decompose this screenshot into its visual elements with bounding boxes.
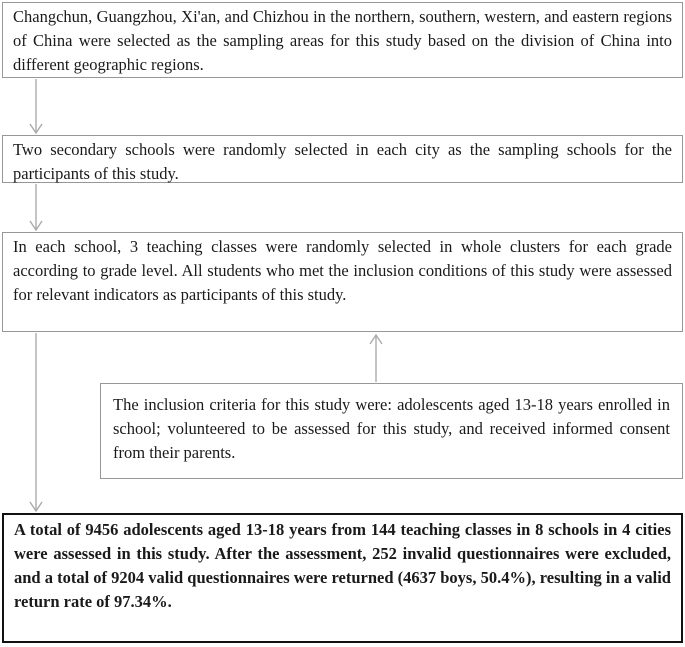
inclusion-criteria-box: The inclusion criteria for this study were: adolescents aged 13-18 years enrolled in school; volunteered to be assessed for this study, and received informed consent from their parents.	[100, 383, 683, 479]
class-selection-box: In each school, 3 teaching classes were randomly selected in whole clusters for each grade according to grade level. All students who met the inclusion conditions of this study were assessed for relevant indicators as participants of this study.	[2, 232, 683, 332]
arrow-areas-to-schools-icon	[30, 79, 42, 133]
sampling-areas-box: Changchun, Guangzhou, Xi'an, and Chizhou in the northern, southern, western, and eastern regions of China were selected as the sampling areas for this study based on the division of China into different geographic regions.	[2, 2, 683, 78]
arrow-inclusion-to-classes-icon	[370, 335, 382, 382]
results-summary-box: A total of 9456 adolescents aged 13-18 years from 144 teaching classes in 8 schools in 4 cities were assessed in this study. After the assessment, 252 invalid questionnaires were excluded, and a total of 9204 valid questionnaires were returned (4637 boys, 50.4%), resulting in a valid return rate of 97.34%.	[2, 513, 683, 643]
sampling-schools-box: Two secondary schools were randomly selected in each city as the sampling schools for the participants of this study.	[2, 135, 683, 183]
arrow-classes-to-results-icon	[30, 333, 42, 511]
arrow-schools-to-classes-icon	[30, 184, 42, 230]
